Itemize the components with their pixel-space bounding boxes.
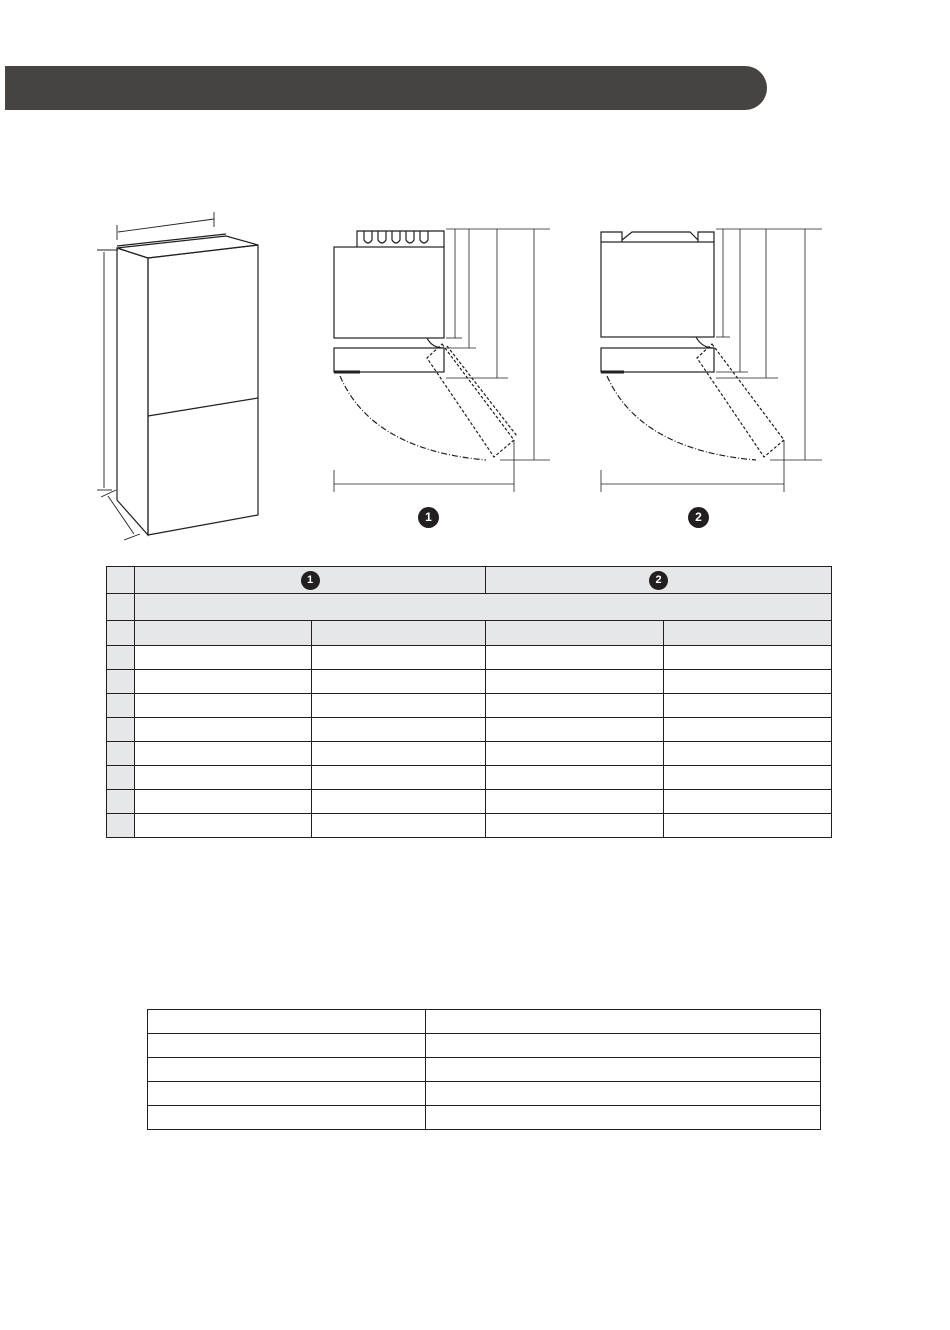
table-row [107,814,832,838]
table-cell [107,766,135,790]
top-view-variant-2 [601,229,822,492]
table-cell [107,567,135,594]
table-cell [135,621,312,646]
table-row [107,718,832,742]
table-cell [135,766,312,790]
variant-1-badge: 1 [418,507,439,528]
table-cell [148,1082,426,1106]
table-cell [664,766,832,790]
table-cell [135,594,832,621]
table-cell [664,790,832,814]
table-cell [486,814,664,838]
dimensions-table [106,566,832,838]
table-cell [135,670,312,694]
table-cell [486,790,664,814]
table-row [107,790,832,814]
table-cell [486,567,832,594]
table-header-row [107,567,832,594]
table-cell [486,621,664,646]
table-row [148,1106,821,1130]
table-cell [135,742,312,766]
table-cell [148,1058,426,1082]
variant-2-badge: 2 [688,507,709,528]
table-cell [426,1082,821,1106]
table-cell [486,742,664,766]
table-cell [148,1010,426,1034]
table-row [148,1058,821,1082]
top-view-variant-1 [334,229,550,492]
table-cell [312,718,486,742]
table-cell [135,694,312,718]
table-cell [135,646,312,670]
weight-table [147,1009,821,1130]
table-cell [107,621,135,646]
table-cell [664,694,832,718]
variant-1-badge: 1 [301,571,320,590]
table-cell [312,694,486,718]
table-cell [135,718,312,742]
table-cell [148,1034,426,1058]
table-cell [107,670,135,694]
table-row [107,670,832,694]
table-header-row [107,621,832,646]
table-cell [107,814,135,838]
table-row [148,1010,821,1034]
table-cell [107,718,135,742]
table-cell [664,646,832,670]
table-cell [312,766,486,790]
table-cell [135,567,486,594]
table-row [107,766,832,790]
table-cell [426,1010,821,1034]
table-cell [135,790,312,814]
table-cell [107,742,135,766]
fridge-isometric-drawing [97,212,258,540]
table-cell [148,1106,426,1130]
table-cell [107,646,135,670]
table-cell [426,1106,821,1130]
table-row [148,1082,821,1106]
table-row [148,1034,821,1058]
table-cell [664,621,832,646]
table-cell [664,670,832,694]
table-cell [312,814,486,838]
table-cell [486,718,664,742]
table-cell [312,670,486,694]
variant-2-badge: 2 [649,571,668,590]
table-cell [486,766,664,790]
table-cell [426,1058,821,1082]
table-cell [486,670,664,694]
table-cell [426,1034,821,1058]
table-cell [486,646,664,670]
dimension-diagrams [0,0,950,560]
table-cell [664,718,832,742]
table-cell [486,694,664,718]
table-cell [312,646,486,670]
table-header-row [107,594,832,621]
table-cell [107,694,135,718]
table-cell [107,790,135,814]
table-cell [312,790,486,814]
table-row [107,742,832,766]
table-cell [312,621,486,646]
table-cell [135,814,312,838]
table-cell [107,594,135,621]
table-row [107,646,832,670]
table-cell [312,742,486,766]
table-cell [664,742,832,766]
table-cell [664,814,832,838]
table-row [107,694,832,718]
